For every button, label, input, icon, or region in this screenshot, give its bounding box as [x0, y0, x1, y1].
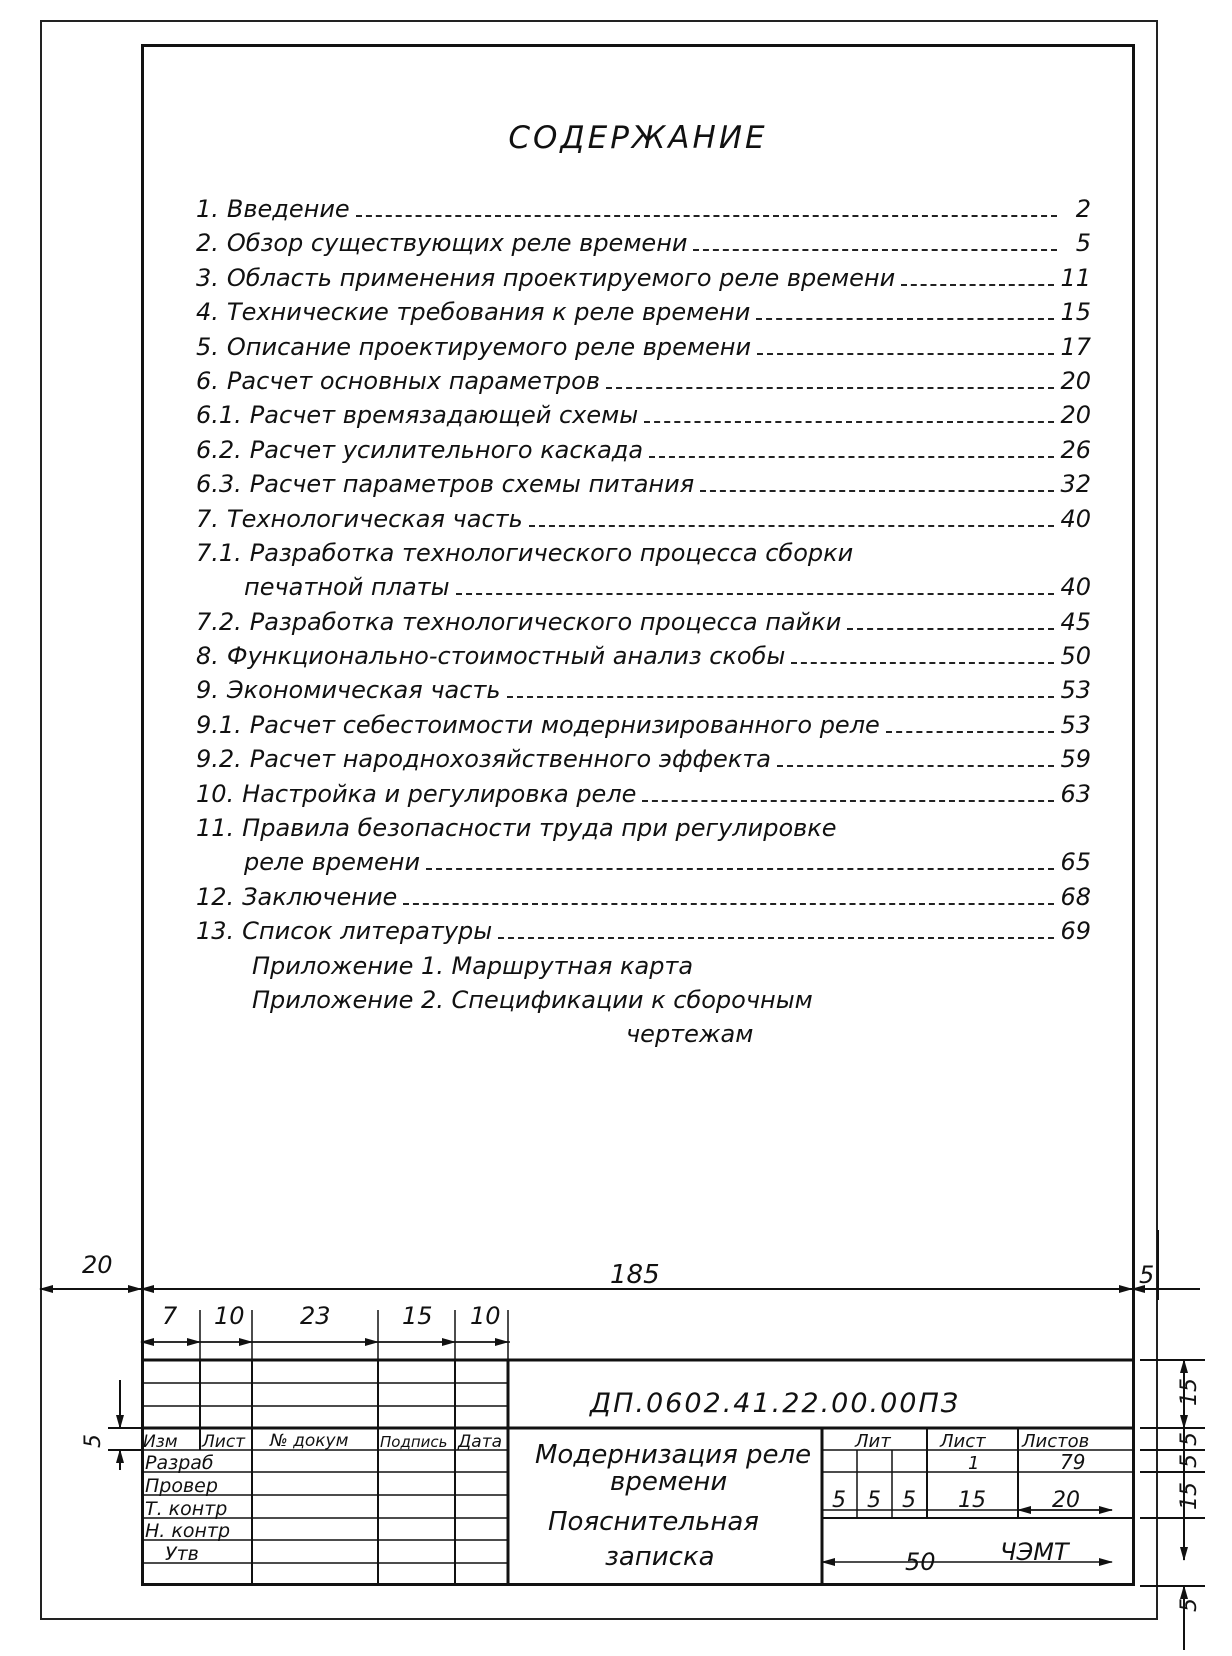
toc-entry-page: 17 — [1060, 332, 1091, 361]
appendix-title: Приложение 2. Спецификации к сборочным — [252, 985, 813, 1014]
dim-right-5b: 5 — [1177, 1454, 1202, 1468]
toc-entry-title: Описание проектируемого реле времени — [226, 332, 752, 361]
toc-entry-page: 69 — [1060, 917, 1091, 946]
toc-entry-page: 50 — [1060, 642, 1091, 671]
toc-entry-number: 6.3. — [196, 470, 242, 499]
toc-entry-title: Экономическая часть — [226, 676, 501, 705]
listov-value: 79 — [1060, 1450, 1086, 1474]
toc-entry-page: 40 — [1060, 573, 1091, 602]
dim-frame-width: 185 — [610, 1260, 660, 1290]
toc-entry-page: 5 — [1075, 229, 1091, 258]
toc-entry-title: Расчет народнохозяйственного эффекта — [249, 745, 771, 774]
list-value: 1 — [968, 1453, 980, 1474]
row-label-n-kontr: Н. контр — [145, 1520, 231, 1542]
dim-row-height: 5 — [81, 1434, 106, 1448]
dim-right-15-top: 15 — [1177, 1378, 1202, 1406]
col-header-podpis: Подпись — [380, 1433, 448, 1451]
toc-entry-title: Технологическая часть — [226, 504, 523, 533]
dim-lit-5b: 5 — [867, 1488, 881, 1513]
toc-entry-title: Разработка технологического процесса сборки — [249, 538, 854, 567]
row-label-razrab: Разраб — [145, 1452, 214, 1474]
toc-entry-title: Расчет параметров схемы питания — [249, 470, 695, 499]
toc-entry-page: 53 — [1060, 676, 1091, 705]
dim-lit-5c: 5 — [902, 1488, 916, 1513]
toc-entry-title: Заключение — [242, 882, 398, 911]
page-title: СОДЕРЖАНИЕ — [508, 120, 768, 156]
toc-entry-number: 1. — [196, 195, 219, 223]
toc-entry-number: 7.1. — [196, 538, 242, 567]
toc-entry-title: Расчет себестоимости модернизированного реле — [249, 710, 880, 739]
toc-entry-number: 7. — [196, 504, 219, 533]
lit-label: Лит — [855, 1431, 891, 1452]
doc-title-line-1: Модернизация реле — [535, 1440, 812, 1470]
left-row-dimension — [108, 1380, 141, 1470]
toc-entry-page: 26 — [1060, 435, 1091, 464]
appendix-title-continued: чертежам — [626, 1020, 754, 1049]
toc-entry-number: 7.2. — [196, 607, 242, 636]
col-header-list: Лист — [202, 1432, 246, 1452]
toc-entry-number: 9.2. — [196, 745, 242, 774]
toc-entry-number: 9. — [196, 676, 219, 705]
toc-entry-page: 53 — [1060, 710, 1091, 739]
toc-entry-page: 20 — [1060, 366, 1091, 395]
toc-entry-page: 59 — [1060, 745, 1091, 774]
toc-entry-title-continued: реле времени — [244, 848, 421, 877]
appendix-title: Приложение 1. Маршрутная карта — [252, 951, 694, 980]
toc-entry-page: 2 — [1075, 195, 1091, 223]
toc-entry-title: Настройка и регулировка реле — [242, 779, 637, 808]
doc-title-line-2: времени — [610, 1467, 728, 1497]
toc-entry-title: Расчет времязадающей схемы — [249, 401, 639, 430]
toc-entry-title: Введение — [226, 195, 350, 223]
toc-entry-page: 65 — [1060, 848, 1091, 877]
dim-col-docum: 23 — [300, 1302, 331, 1330]
toc-entry-title: Функционально-стоимостный анализ скобы — [226, 642, 786, 671]
toc-entry-page: 45 — [1060, 607, 1091, 636]
doc-code: ДП.0602.41.22.00.00ПЗ — [590, 1388, 961, 1419]
toc-entry-number: 6.2. — [196, 435, 242, 464]
col-header-izm: Изм — [143, 1432, 178, 1452]
toc-entry-number: 6.1. — [196, 401, 242, 430]
dim-col-podpis: 15 — [402, 1302, 433, 1330]
toc-entry-number: 2. — [196, 229, 219, 258]
toc-entry-title: Технические требования к реле времени — [226, 298, 751, 327]
toc-entry-number: 10. — [196, 779, 235, 808]
toc-entry-number: 4. — [196, 298, 219, 327]
toc-entry-title: Расчет основных параметров — [226, 366, 600, 395]
toc-entry-title: Список литературы — [242, 917, 493, 946]
toc-entry-page: 63 — [1060, 779, 1091, 808]
toc-entry-page: 68 — [1060, 882, 1091, 911]
dim-right-5a: 5 — [1177, 1432, 1202, 1446]
dim-right-5-last: 5 — [1177, 1598, 1202, 1612]
toc-entry-number: 8. — [196, 642, 219, 671]
toc-entry-page: 11 — [1060, 263, 1091, 292]
row-label-utv: Утв — [165, 1543, 199, 1565]
toc-entry-number: 3. — [196, 263, 219, 292]
toc-entry-title: Правила безопасности труда при регулировке — [242, 814, 837, 843]
toc-entry-title: Область применения проектируемого реле времени — [226, 263, 896, 292]
toc-entry-number: 13. — [196, 917, 235, 946]
list-label: Лист — [940, 1431, 986, 1452]
toc-entry-title-continued: печатной платы — [244, 573, 450, 602]
organization-code: ЧЭМТ — [1000, 1538, 1069, 1566]
toc-entry-number: 12. — [196, 882, 235, 911]
col-header-data: Дата — [458, 1432, 503, 1452]
listov-label: Листов — [1022, 1431, 1090, 1452]
dim-col-list: 10 — [214, 1302, 245, 1330]
toc-entry-page: 15 — [1060, 298, 1091, 327]
toc-entry-number: 6. — [196, 366, 219, 395]
toc-entry-page: 32 — [1060, 470, 1091, 499]
row-label-prover: Провер — [145, 1475, 218, 1497]
toc-entry-number: 5. — [196, 332, 219, 361]
row-label-t-kontr: Т. контр — [145, 1498, 228, 1520]
dim-left-margin: 20 — [82, 1251, 113, 1279]
dim-right-15-bottom: 15 — [1177, 1482, 1202, 1510]
doc-title-line-3: Пояснительная — [548, 1507, 759, 1537]
toc-entry-page: 40 — [1060, 504, 1091, 533]
dim-lit-5a: 5 — [832, 1488, 846, 1513]
toc-entry-number: 11. — [196, 814, 235, 843]
dim-col-izm: 7 — [162, 1302, 178, 1330]
toc-entry-number: 9.1. — [196, 710, 242, 739]
doc-title-line-4: записка — [605, 1542, 715, 1572]
toc-entry-title: Обзор существующих реле времени — [226, 229, 688, 258]
toc-entry-title: Разработка технологического процесса пайки — [249, 607, 842, 636]
dim-total-50: 50 — [905, 1548, 936, 1576]
dim-listov-20: 20 — [1052, 1488, 1080, 1513]
toc-entry-page: 20 — [1060, 401, 1091, 430]
toc-entry-title: Расчет усилительного каскада — [249, 435, 644, 464]
dim-right-margin: 5 — [1139, 1261, 1155, 1289]
dim-list-15: 15 — [958, 1488, 986, 1513]
dim-col-data: 10 — [470, 1302, 501, 1330]
col-header-docum: № докум — [270, 1431, 349, 1451]
